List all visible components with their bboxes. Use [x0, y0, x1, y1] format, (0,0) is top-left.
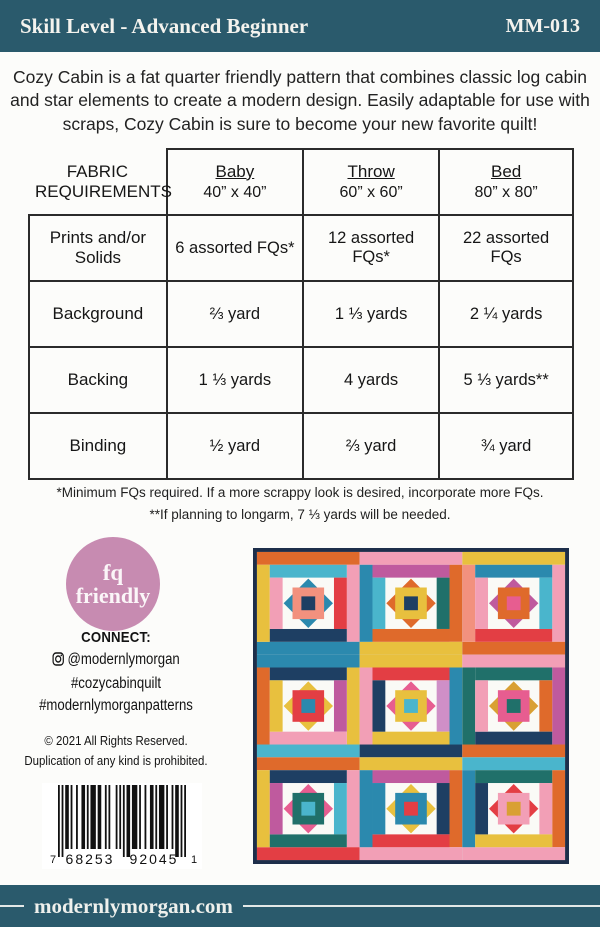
table-row [29, 281, 573, 347]
top-title-bar [0, 0, 600, 52]
cell-value: 22 assorted FQs [439, 215, 573, 281]
cell-value: ⅔ yard [303, 413, 439, 479]
cell-value: ¾ yard [439, 413, 573, 479]
copyright-line2: Duplication of any kind is prohibited. [24, 752, 208, 768]
connect-section [0, 629, 232, 717]
svg-text:7: 7 [50, 854, 57, 866]
column-header-bed [439, 149, 573, 215]
badge-line2: friendly [75, 582, 151, 608]
column-header-throw [303, 149, 439, 215]
fabric-requirements-table [28, 148, 574, 480]
cell-value: 5 ⅓ yards** [439, 347, 573, 413]
footer-bar [0, 885, 600, 927]
cell-value: 2 ¼ yards [439, 281, 573, 347]
cell-value: 1 ⅓ yards [303, 281, 439, 347]
table-corner-header: FABRIC REQUIREMENTS [29, 149, 167, 215]
column-name: Throw [347, 161, 395, 181]
cell-value: ⅔ yard [167, 281, 303, 347]
hashtag-modernlymorganpatterns: #modernlymorganpatterns [39, 697, 193, 714]
table-row [29, 215, 573, 281]
column-name: Bed [490, 161, 522, 181]
table-header-row [29, 149, 573, 215]
column-size: 60” x 60” [339, 183, 403, 201]
column-name: Baby [215, 161, 255, 181]
footnote-longarm: **If planning to longarm, 7 ⅓ yards will be needed. [149, 507, 451, 523]
svg-text:92045: 92045 [129, 851, 179, 867]
instagram-icon [52, 651, 64, 673]
fq-friendly-badge [66, 537, 160, 631]
row-label-binding: Binding [29, 413, 167, 479]
copyright-notice [0, 731, 232, 770]
footnote-fq: *Minimum FQs required. If a more scrappy look is desired, incorporate more FQs. [56, 485, 544, 500]
hashtag-cozycabinquilt: #cozycabinquilt [70, 675, 162, 692]
pattern-number: MM-013 [505, 14, 580, 37]
svg-text:68253: 68253 [65, 851, 115, 867]
cell-value: ½ yard [167, 413, 303, 479]
website-url: modernlymorgan.com [34, 893, 233, 918]
badge-line1: fq [102, 560, 124, 586]
skill-level-label: Skill Level - Advanced Beginner [20, 13, 309, 38]
footer-rule-right [243, 905, 600, 907]
row-label-background: Background [29, 281, 167, 347]
footer-rule-left [0, 905, 24, 907]
connect-heading: CONNECT: [81, 629, 151, 646]
copyright-line1: © 2021 All Rights Reserved. [44, 733, 188, 748]
cell-value: 1 ⅓ yards [167, 347, 303, 413]
cell-value: 4 yards [303, 347, 439, 413]
intro-paragraph: Cozy Cabin is a fat quarter friendly pattern that combines classic log cabin and star elements to create a modern design. Easily adaptable for use with scraps, Cozy Cabin is sure to become your new favorite quilt! [10, 67, 590, 134]
instagram-handle: @modernlymorgan [17, 649, 214, 673]
column-header-baby [167, 149, 303, 215]
table-row [29, 413, 573, 479]
upc-barcode [42, 783, 202, 869]
row-label-prints: Prints and/or Solids [29, 215, 167, 281]
column-size: 40” x 40” [203, 183, 267, 201]
cell-value: 6 assorted FQs* [167, 215, 303, 281]
svg-text:1: 1 [191, 854, 198, 866]
column-size: 80” x 80” [474, 183, 538, 201]
table-row [29, 347, 573, 413]
quilt-photo [250, 548, 572, 864]
cell-value: 12 assorted FQs* [303, 215, 439, 281]
table-footnotes [0, 482, 600, 527]
row-label-backing: Backing [29, 347, 167, 413]
